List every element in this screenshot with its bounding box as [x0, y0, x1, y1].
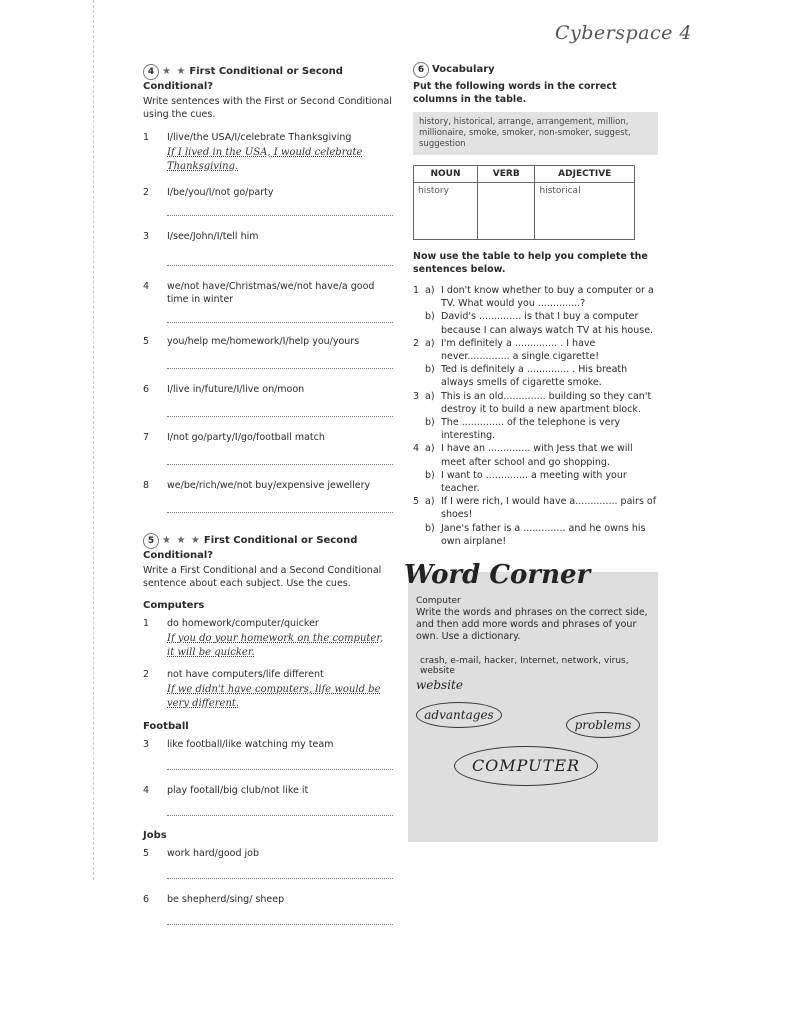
exercise-title: Vocabulary: [432, 64, 495, 75]
item-number: 6: [143, 384, 150, 395]
advantages-ellipse[interactable]: advantages: [416, 702, 502, 728]
exercise-item: [143, 280, 393, 323]
exercise-instruction: Write sentences with the First or Second Conditional using the cues.: [143, 96, 392, 120]
exercise-item: [143, 738, 393, 770]
item-cue: I/live in/future/I/live on/moon: [167, 384, 305, 395]
exercise-item: [143, 784, 393, 816]
answer-line[interactable]: [167, 356, 393, 369]
sentence-text: The .............. of the telephone is very interesting.: [441, 417, 621, 442]
sentence-item[interactable]: [413, 522, 658, 548]
handwritten-answer[interactable]: If I lived in the USA, I would celebrate Thanksgiving.: [167, 147, 363, 172]
word-corner-title: Word Corner: [404, 560, 591, 590]
sentence-number: 4: [413, 443, 420, 455]
word-corner-box: [404, 560, 658, 842]
section-heading: Football: [143, 721, 189, 732]
item-number: 4: [143, 281, 150, 292]
exercise-item: [143, 131, 393, 174]
sentence-text: Jane's father is a .............. and he owns his own airplane!: [441, 522, 646, 547]
table-header-noun: NOUN: [414, 166, 478, 183]
handwritten-answer[interactable]: If we didn't have computers, life would be very different.: [167, 684, 381, 709]
exercise-item: [143, 431, 393, 465]
exercise-item: [143, 668, 393, 711]
exercise-item: [143, 186, 393, 216]
table-header-adjective: ADJECTIVE: [535, 166, 635, 183]
page-header-title: Cyberspace 4: [555, 22, 693, 44]
sentence-letter: a): [425, 496, 435, 508]
word-corner-words: crash, e-mail, hacker, Internet, network, virus, website: [420, 656, 629, 676]
sentence-letter: b): [425, 311, 435, 323]
item-cue: you/help me/homework/I/help you/yours: [167, 336, 360, 347]
exercise-item: [143, 617, 393, 660]
sentence-item[interactable]: [413, 495, 658, 521]
sentence-number: 3: [413, 390, 420, 402]
exercise-item: [143, 335, 393, 369]
exercise-instruction-2: Now use the table to help you complete the sentences below.: [413, 251, 648, 275]
handwritten-word[interactable]: website: [416, 678, 463, 692]
exercise-number-badge: 5: [143, 533, 159, 549]
section-heading: Computers: [143, 600, 205, 611]
item-number: 1: [143, 132, 150, 143]
word-box: history, historical, arrange, arrangement, million, millionaire, smoke, smoker, non-smoker, suggest, suggestion: [413, 112, 658, 155]
exercise-number-badge: 6: [413, 62, 429, 78]
exercise-title: First Conditional or Second Conditional?: [143, 66, 343, 92]
item-cue: I/be/you/I/not go/party: [167, 187, 274, 198]
table-cell-verb[interactable]: [478, 183, 535, 240]
item-number: 3: [143, 231, 150, 242]
answer-line[interactable]: [167, 310, 393, 323]
difficulty-stars-icon: ★ ★ ★: [162, 535, 201, 546]
exercise-instruction: Put the following words in the correct columns in the table.: [413, 81, 617, 105]
item-number: 2: [143, 187, 150, 198]
item-cue: like football/like watching my team: [167, 739, 334, 750]
item-cue: not have computers/life different: [167, 669, 324, 680]
sentence-item[interactable]: [413, 390, 658, 416]
answer-line[interactable]: [167, 253, 393, 266]
sentence-item[interactable]: [413, 284, 658, 310]
exercise-item: [143, 893, 393, 925]
exercise-5: [143, 533, 393, 925]
answer-line[interactable]: [167, 866, 393, 879]
item-cue: do homework/computer/quicker: [167, 618, 319, 629]
computer-ellipse[interactable]: COMPUTER: [454, 746, 598, 786]
margin-line: [93, 0, 95, 880]
exercise-item: [143, 383, 393, 417]
sentence-item[interactable]: [413, 442, 658, 468]
item-number: 7: [143, 432, 150, 443]
answer-line[interactable]: [167, 803, 393, 816]
left-column: [143, 64, 393, 925]
sentence-text: I don't know whether to buy a computer or a TV. What would you ..............?: [441, 285, 654, 310]
sentence-number: 1: [413, 285, 420, 296]
answer-line[interactable]: [167, 404, 393, 417]
item-cue: I/see/John/I/tell him: [167, 231, 259, 242]
item-number: 5: [143, 848, 150, 859]
exercise-item: [143, 847, 393, 879]
item-number: 6: [143, 894, 150, 905]
sentence-letter: b): [425, 469, 435, 481]
answer-line[interactable]: [167, 500, 393, 513]
sentence-item[interactable]: [413, 363, 658, 389]
sentence-text: If I were rich, I would have a.............. pairs of shoes!: [441, 496, 657, 521]
section-heading: Jobs: [143, 830, 167, 841]
sentence-text: I have an .............. with Jess that we will meet after school and go shopping.: [441, 443, 633, 468]
item-number: 5: [143, 336, 150, 347]
item-cue: I/live/the USA/I/celebrate Thanksgiving: [167, 132, 352, 143]
exercise-4-heading: [143, 64, 393, 93]
sentence-letter: a): [425, 390, 435, 402]
handwritten-answer[interactable]: If you do your homework on the computer, it will be quicker.: [167, 633, 384, 658]
sentence-text: I want to .............. a meeting with your teacher.: [441, 469, 627, 495]
sentence-item[interactable]: [413, 469, 658, 495]
sentence-item[interactable]: [413, 310, 658, 336]
sentence-letter: a): [425, 443, 435, 455]
difficulty-stars-icon: ★ ★: [162, 66, 187, 77]
item-number: 3: [143, 739, 150, 750]
sentence-letter: a): [425, 337, 435, 349]
answer-line[interactable]: [167, 203, 393, 216]
answer-line[interactable]: [167, 452, 393, 465]
item-cue: I/not go/party/I/go/football match: [167, 432, 325, 443]
sentence-number: 5: [413, 496, 420, 508]
problems-ellipse[interactable]: problems: [566, 712, 640, 738]
exercise-6-heading: [413, 62, 658, 78]
sentence-letter: a): [425, 285, 435, 296]
sentence-letter: b): [425, 364, 435, 376]
item-cue: we/not have/Christmas/we/not have/a good time in winter: [167, 281, 375, 305]
exercise-instruction: Write a First Conditional and a Second Conditional sentence about each subject. Use the cues.: [143, 565, 382, 589]
answer-line[interactable]: [167, 912, 393, 925]
right-column: [413, 62, 658, 548]
exercise-5-heading: [143, 533, 393, 562]
item-cue: work hard/good job: [167, 848, 260, 859]
sentence-letter: b): [425, 522, 435, 534]
table-cell-noun[interactable]: history: [414, 183, 478, 240]
sentence-item[interactable]: [413, 337, 658, 363]
sentence-number: 2: [413, 337, 420, 349]
word-corner-instruction: Write the words and phrases on the correct side, and then add more words and phrases of your own. Use a dictionary.: [416, 607, 648, 642]
sentence-item[interactable]: [413, 416, 658, 442]
exercise-title: First Conditional or Second Conditional?: [143, 535, 358, 561]
exercise-item: [143, 230, 393, 266]
table-row: [414, 183, 635, 240]
item-number: 1: [143, 618, 150, 629]
item-number: 2: [143, 669, 150, 680]
vocabulary-table: [413, 165, 635, 240]
sentence-text: David's .............. is that I buy a computer because I can always watch TV at his house.: [441, 311, 654, 336]
item-cue: play footall/big club/not like it: [167, 785, 309, 796]
exercise-4: [143, 64, 393, 513]
item-cue: be shepherd/sing/ sheep: [167, 894, 285, 905]
word-corner-subtitle: Computer: [416, 596, 461, 606]
item-cue: we/be/rich/we/not buy/expensive jewellery: [167, 480, 371, 491]
exercise-item: [143, 479, 393, 513]
sentence-text: This is an old.............. building so they can't destroy it to build a new apartment block.: [441, 390, 652, 415]
sentence-letter: b): [425, 417, 435, 429]
answer-line[interactable]: [167, 757, 393, 770]
item-number: 8: [143, 480, 150, 491]
table-header-verb: VERB: [478, 166, 535, 183]
item-number: 4: [143, 785, 150, 796]
exercise-number-badge: 4: [143, 64, 159, 80]
table-cell-adjective[interactable]: historical: [535, 183, 635, 240]
sentence-text: Ted is definitely a .............. . His breath always smells of cigarette smoke.: [441, 364, 628, 389]
sentence-text: I'm definitely a .............. . I have never.............. a single cigarette!: [441, 337, 600, 363]
